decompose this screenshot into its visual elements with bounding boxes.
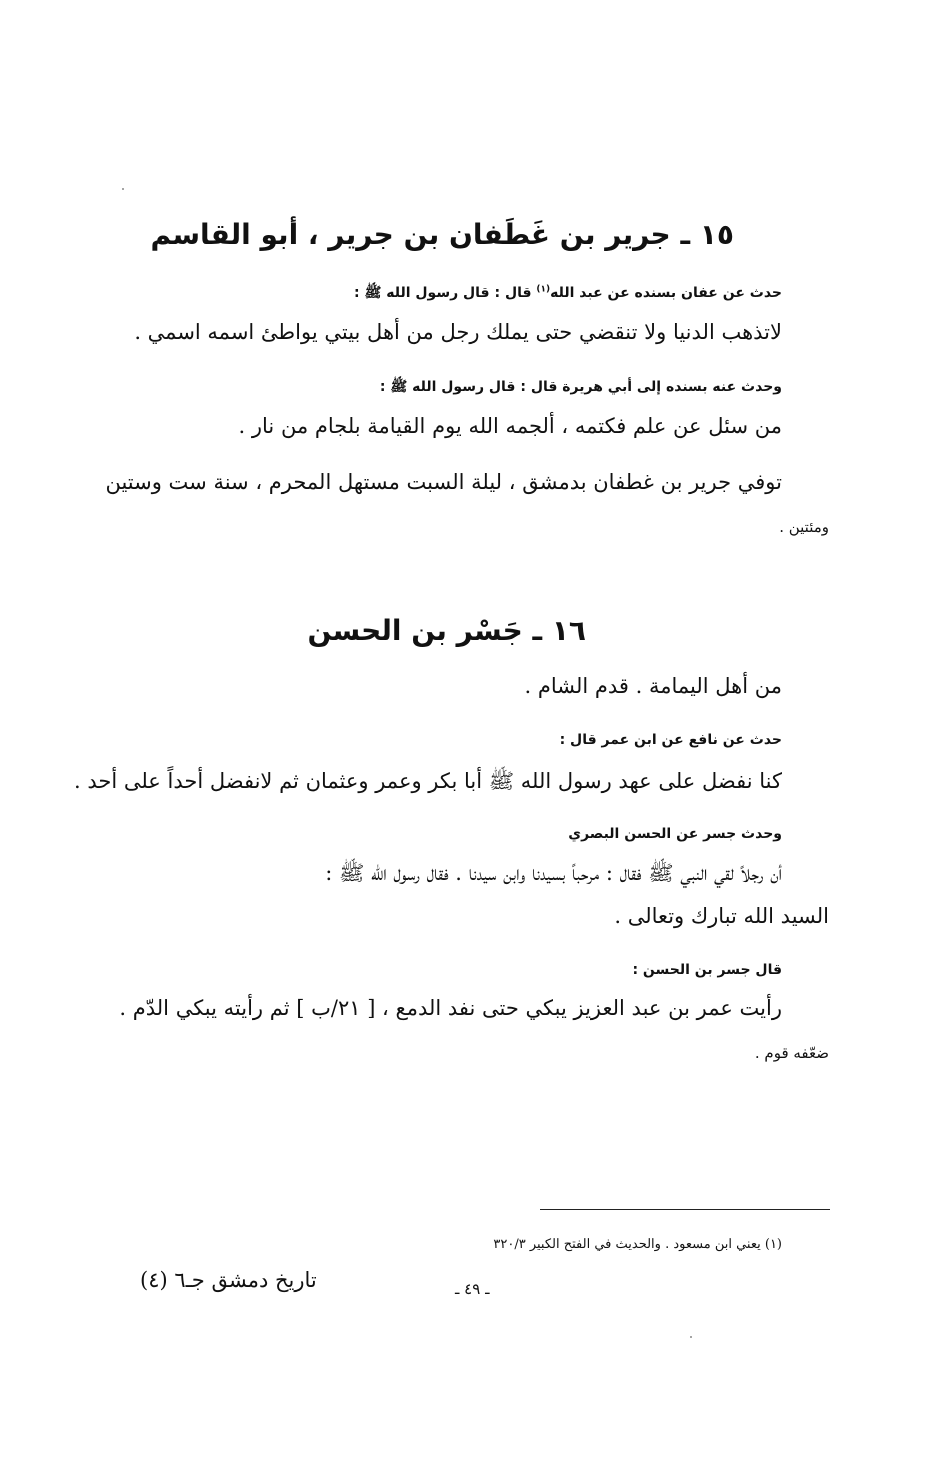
footnote-text: (١) يعني ابن مسعود . والحديث في الفتح الكبير ٣٢٠/٣ — [493, 1237, 782, 1252]
entry-15-heading: ١٥ ـ جرير بن غَطَفان بن جرير ، أبو القاسم — [150, 218, 734, 251]
entry-15-isnad-2: وحدث عنه بسنده إلى أبي هريرة قال : قال رسول الله ﷺ : — [379, 379, 782, 395]
isnad-1-text: حدث عن عفان بسنده عن عبد الله — [550, 285, 782, 301]
entry-16-isnad-3: قال جسر بن الحسن : — [632, 962, 782, 978]
entry-16-hadith-1: كنا نفضل على عهد رسول الله ﷺ أبا بكر وعمر وعثمان ثم لانفضل أحداً على أحد . — [73, 769, 782, 793]
entry-16-quote-line-1: رأيت عمر بن عبد العزيز يبكي حتى نفد الدمع ، [ ٢١/ب ] ثم رأيته يبكي الدّم . — [119, 996, 782, 1020]
page-number: ـ ٤٩ ـ — [455, 1280, 490, 1298]
entry-16-origin: من أهل اليمامة . قدم الشام . — [524, 674, 782, 698]
entry-15-death-line-1: توفي جرير بن غطفان بدمشق ، ليلة السبت مستهل المحرم ، سنة ست وستين — [105, 470, 782, 494]
entry-16-heading: ١٦ ـ جَسْر بن الحسن — [307, 614, 586, 647]
entry-15-hadith-1: لاتذهب الدنيا ولا تنقضي حتى يملك رجل من أهل بيتي يواطئ اسمه اسمي . — [134, 320, 782, 344]
isnad-1-text-cont: قال : قال رسول الله ﷺ : — [354, 285, 537, 301]
footnote-ref[interactable]: (١) — [536, 284, 551, 295]
scan-speck — [690, 1336, 692, 1338]
entry-16-hadith-2-line-2: السيد الله تبارك وتعالى . — [614, 904, 829, 928]
entry-15-isnad-1 — [354, 284, 782, 304]
entry-16-isnad-2: وحدث جسر عن الحسن البصري — [568, 826, 782, 842]
entry-16-quote-line-2: ضعّفه قوم . — [754, 1044, 829, 1062]
scan-speck — [122, 188, 124, 190]
entry-16-isnad-1: حدث عن نافع عن ابن عمر قال : — [559, 732, 782, 748]
entry-15-death-line-2: ومئتين . — [779, 518, 829, 536]
book-marker: تاريخ دمشق جـ٦ (٤) — [140, 1268, 317, 1292]
footnote-divider — [540, 1209, 830, 1210]
entry-15-hadith-2: من سئل عن علم فكتمه ، ألجمه الله يوم القيامة بلجام من نار . — [238, 414, 782, 438]
entry-16-hadith-2-line-1: أن رجلاً لقي النبي ﷺ فقال : مرحباً بسيدنا وابن سيدنا . فقال رسول الله ﷺ : — [325, 861, 782, 885]
